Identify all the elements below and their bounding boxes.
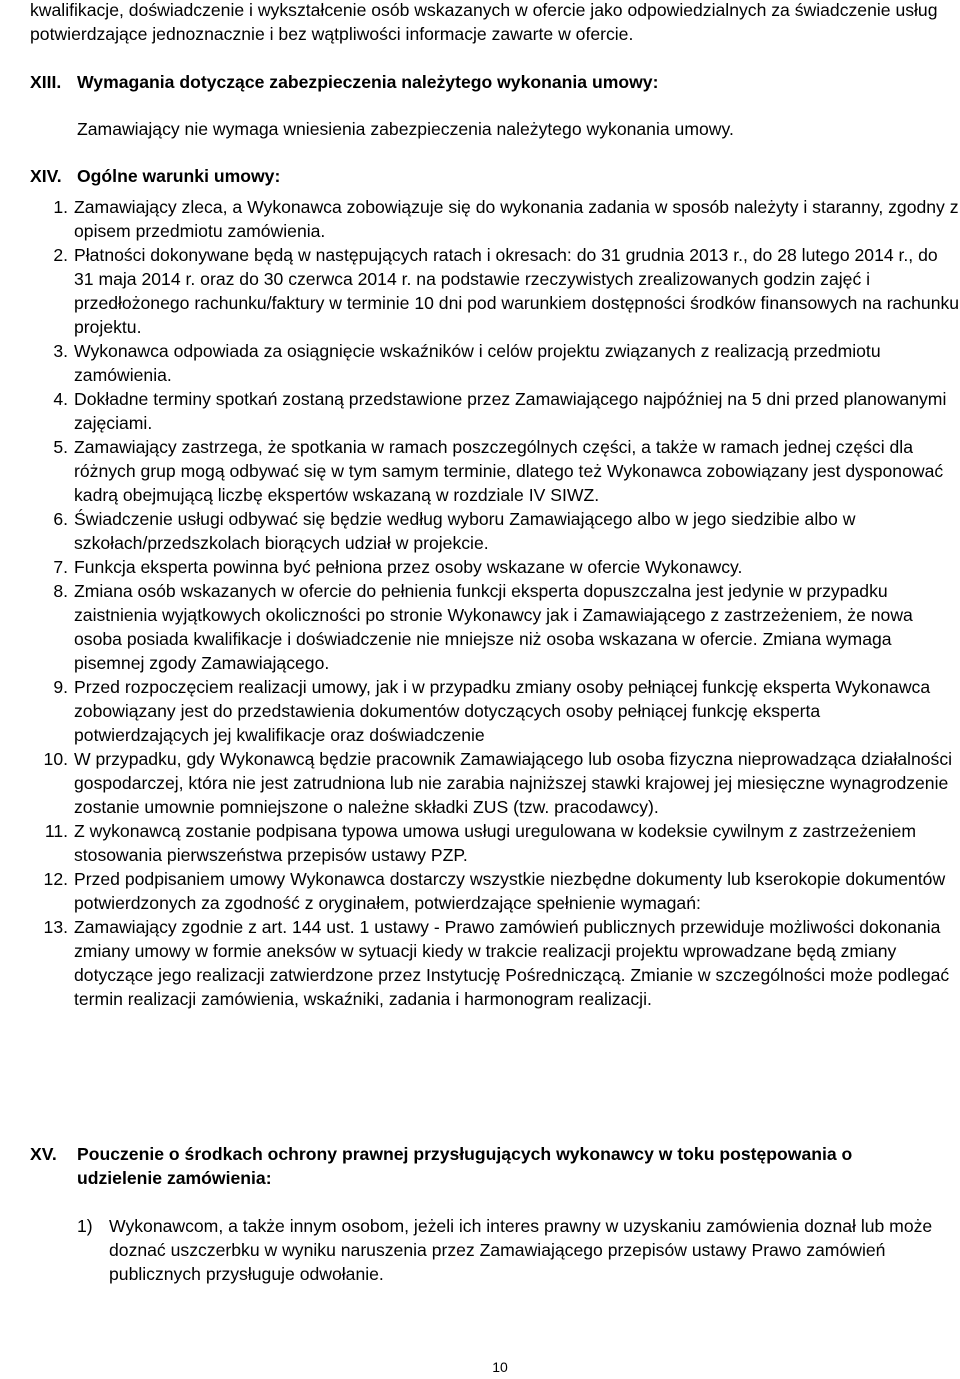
list-item bbox=[30, 339, 960, 387]
item-number: 7. bbox=[53, 557, 68, 577]
section-number: XV. bbox=[30, 1144, 57, 1164]
list-item bbox=[30, 195, 960, 243]
list-item bbox=[30, 435, 960, 507]
list-item bbox=[30, 747, 960, 819]
legal-remedies-list bbox=[77, 1214, 957, 1286]
list-item bbox=[30, 555, 960, 579]
item-text: Przed rozpoczęciem realizacji umowy, jak i w przypadku zmiany osoby pełniącej funkcję eksperta Wykonawca zobowiązany jest do przedstawienia dokumentów dotyczących osoby pełniącej funkcję eksperta potwierdzających jej kwalifikacje oraz doświadczenie bbox=[74, 677, 931, 745]
section-xiii-text: Zamawiający nie wymaga wniesienia zabezpieczenia należytego wykonania umowy. bbox=[77, 119, 734, 139]
intro-paragraph: kwalifikacje, doświadczenie i wykształcenie osób wskazanych w ofercie jako odpowiedzialnych za świadczenie usług potwierdzające jednoznacznie i bez wątpliwości informacje zawarte w ofercie. bbox=[30, 0, 938, 44]
item-text: Zamawiający zgodnie z art. 144 ust. 1 ustawy - Prawo zamówień publicznych przewiduje możliwości dokonania zmiany umowy w formie aneksów w sytuacji kiedy w trakcie realizacji projektu wprowadzane będą zmiany dotyczące jego realizacji zatwierdzone przez Instytucję Pośredniczącą. Zmianie w szczególności może podlegać termin realizacji zamówienia, wskaźniki, zadania i harmonogram realizacji. bbox=[74, 917, 950, 1009]
list-item bbox=[30, 867, 960, 915]
section-title: Wymagania dotyczące zabezpieczenia należytego wykonania umowy: bbox=[77, 72, 659, 92]
item-text: Z wykonawcą zostanie podpisana typowa umowa usługi uregulowana w kodeksie cywilnym z zastrzeżeniem stosowania pierwszeństwa przepisów ustawy PZP. bbox=[74, 821, 916, 865]
item-number: 9. bbox=[53, 677, 68, 697]
list-item bbox=[30, 579, 960, 675]
list-item bbox=[30, 387, 960, 435]
item-number: 6. bbox=[53, 509, 68, 529]
item-text: Świadczenie usługi odbywać się będzie według wyboru Zamawiającego albo w jego siedzibie albo w szkołach/przedszkolach biorących udział w projekcie. bbox=[74, 509, 856, 553]
list-item bbox=[30, 819, 960, 867]
item-number: 10. bbox=[43, 749, 68, 769]
page-number: 10 bbox=[492, 1359, 508, 1375]
item-number: 2. bbox=[53, 245, 68, 265]
item-number: 1. bbox=[53, 197, 68, 217]
list-item bbox=[30, 675, 960, 747]
section-number: XIII. bbox=[30, 72, 62, 92]
item-text: Wykonawcom, a także innym osobom, jeżeli ich interes prawny w uzyskaniu zamówienia doznał lub może doznać uszczerbku w wyniku naruszenia przez Zamawiającego przepisów ustawy Prawo zamówień publicznych przysługuje odwołanie. bbox=[109, 1216, 933, 1284]
item-number: 12. bbox=[43, 869, 68, 889]
item-number: 5. bbox=[53, 437, 68, 457]
section-number: XIV. bbox=[30, 166, 62, 186]
item-text: Funkcja eksperta powinna być pełniona przez osoby wskazane w ofercie Wykonawcy. bbox=[74, 557, 743, 577]
general-terms-list bbox=[30, 195, 960, 1011]
item-text: Wykonawca odpowiada za osiągnięcie wskaźników i celów projektu związanych z realizacją przedmiotu zamówienia. bbox=[74, 341, 881, 385]
item-text: W przypadku, gdy Wykonawcą będzie pracownik Zamawiającego lub osoba fizyczna nieprowadząca działalności gospodarczej, która nie jest zatrudniona lub nie zarabia najniższej stawki krajowej jej miesięczne wynagrodzenie zostanie umownie pomniejszone o należne składki ZUS (tzw. pracodawcy). bbox=[74, 749, 953, 817]
list-item bbox=[30, 915, 960, 1011]
item-text: Zamawiający zastrzega, że spotkania w ramach poszczególnych części, a także w ramach jednej części dla różnych grup mogą odbywać się w tym samym terminie, dlatego też Wykonawca zobowiązany jest dysponować kadrą obejmującą liczbę ekspertów wskazaną w rozdziale IV SIWZ. bbox=[74, 437, 944, 505]
item-number: 1) bbox=[77, 1216, 93, 1236]
section-title: Ogólne warunki umowy: bbox=[77, 166, 281, 186]
item-text: Przed podpisaniem umowy Wykonawca dostarczy wszystkie niezbędne dokumenty lub kserokopie dokumentów potwierdzonych za zgodność z oryginałem, potwierdzające spełnienie wymagań: bbox=[74, 869, 946, 913]
item-number: 13. bbox=[43, 917, 68, 937]
item-number: 4. bbox=[53, 389, 68, 409]
item-text: Dokładne terminy spotkań zostaną przedstawione przez Zamawiającego najpóźniej na 5 dni przed planowanymi zajęciami. bbox=[74, 389, 947, 433]
item-text: Zmiana osób wskazanych w ofercie do pełnienia funkcji eksperta dopuszczalna jest jedynie w przypadku zaistnienia wyjątkowych okoliczności po stronie Wykonawcy jak i Zamawiającego z zastrzeżeniem, że nowa osoba posiada kwalifikacje i doświadczenie nie mniejsze niż osoba wskazana w ofercie. Zmiana wymaga pisemnej zgody Zamawiającego. bbox=[74, 581, 913, 673]
item-number: 3. bbox=[53, 341, 68, 361]
item-number: 8. bbox=[53, 581, 68, 601]
list-item bbox=[30, 243, 960, 339]
section-title: Pouczenie o środkach ochrony prawnej przysługujących wykonawcy w toku postępowania o udzielenie zamówienia: bbox=[77, 1144, 853, 1188]
list-item bbox=[30, 507, 960, 555]
item-text: Płatności dokonywane będą w następujących ratach i okresach: do 31 grudnia 2013 r., do 28 lutego 2014 r., do 31 maja 2014 r. oraz do 30 czerwca 2014 r. na podstawie rzeczywistych zrealizowanych godzin zajęć i przedłożonego rachunku/faktury w terminie 10 dni pod warunkiem dostępności środków finansowych na rachunku projektu. bbox=[74, 245, 960, 337]
item-text: Zamawiający zleca, a Wykonawca zobowiązuje się do wykonania zadania w sposób należyty i staranny, zgodny z opisem przedmiotu zamówienia. bbox=[74, 197, 959, 241]
item-number: 11. bbox=[44, 821, 68, 841]
